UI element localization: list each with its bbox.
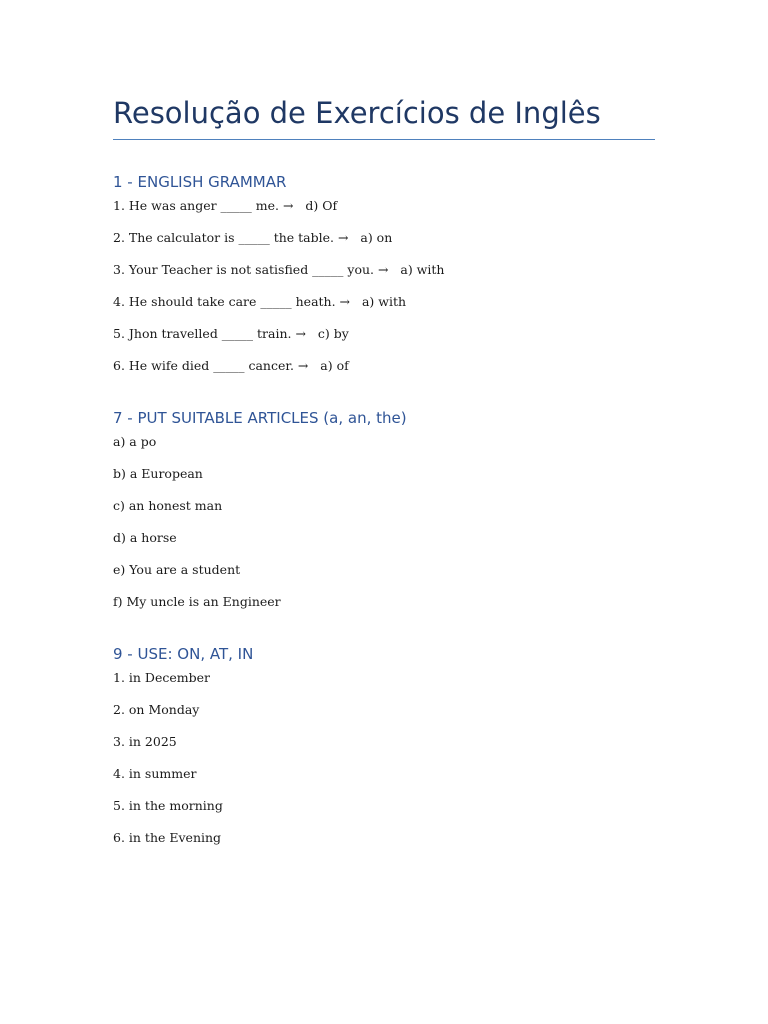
list-item: 1. He was anger _____ me. → d) Of bbox=[113, 198, 338, 213]
list-item: b) a European bbox=[113, 466, 203, 481]
section-heading: 9 - USE: ON, AT, IN bbox=[113, 645, 254, 663]
exercise-list bbox=[113, 194, 655, 386]
list-item: 6. He wife died _____ cancer. → a) of bbox=[113, 358, 349, 373]
list-item: 1. in December bbox=[113, 670, 210, 685]
list-item: 5. Jhon travelled _____ train. → c) by bbox=[113, 326, 349, 341]
document-title: Resolução de Exercícios de Inglês bbox=[113, 96, 601, 130]
list-item: f) My uncle is an Engineer bbox=[113, 594, 281, 609]
exercise-list bbox=[113, 666, 655, 858]
title-underline bbox=[113, 139, 655, 140]
list-item: 3. in 2025 bbox=[113, 734, 177, 749]
list-item: e) You are a student bbox=[113, 562, 241, 577]
list-item: 4. in summer bbox=[113, 766, 197, 781]
section-prepositions bbox=[113, 642, 655, 858]
section-heading: 7 - PUT SUITABLE ARTICLES (a, an, the) bbox=[113, 409, 407, 427]
list-item: 2. The calculator is _____ the table. → a) on bbox=[113, 230, 393, 245]
list-item: c) an honest man bbox=[113, 498, 223, 513]
section-heading: 1 - ENGLISH GRAMMAR bbox=[113, 173, 287, 191]
list-item: 4. He should take care _____ heath. → a) with bbox=[113, 294, 407, 309]
list-item: 2. on Monday bbox=[113, 702, 200, 717]
section-english-grammar bbox=[113, 170, 655, 386]
list-item: 6. in the Evening bbox=[113, 830, 222, 845]
list-item: 5. in the morning bbox=[113, 798, 223, 813]
section-articles bbox=[113, 406, 655, 622]
list-item: 3. Your Teacher is not satisfied _____ you. → a) with bbox=[113, 262, 445, 277]
list-item: a) a po bbox=[113, 434, 157, 449]
exercise-list bbox=[113, 430, 655, 622]
list-item: d) a horse bbox=[113, 530, 177, 545]
